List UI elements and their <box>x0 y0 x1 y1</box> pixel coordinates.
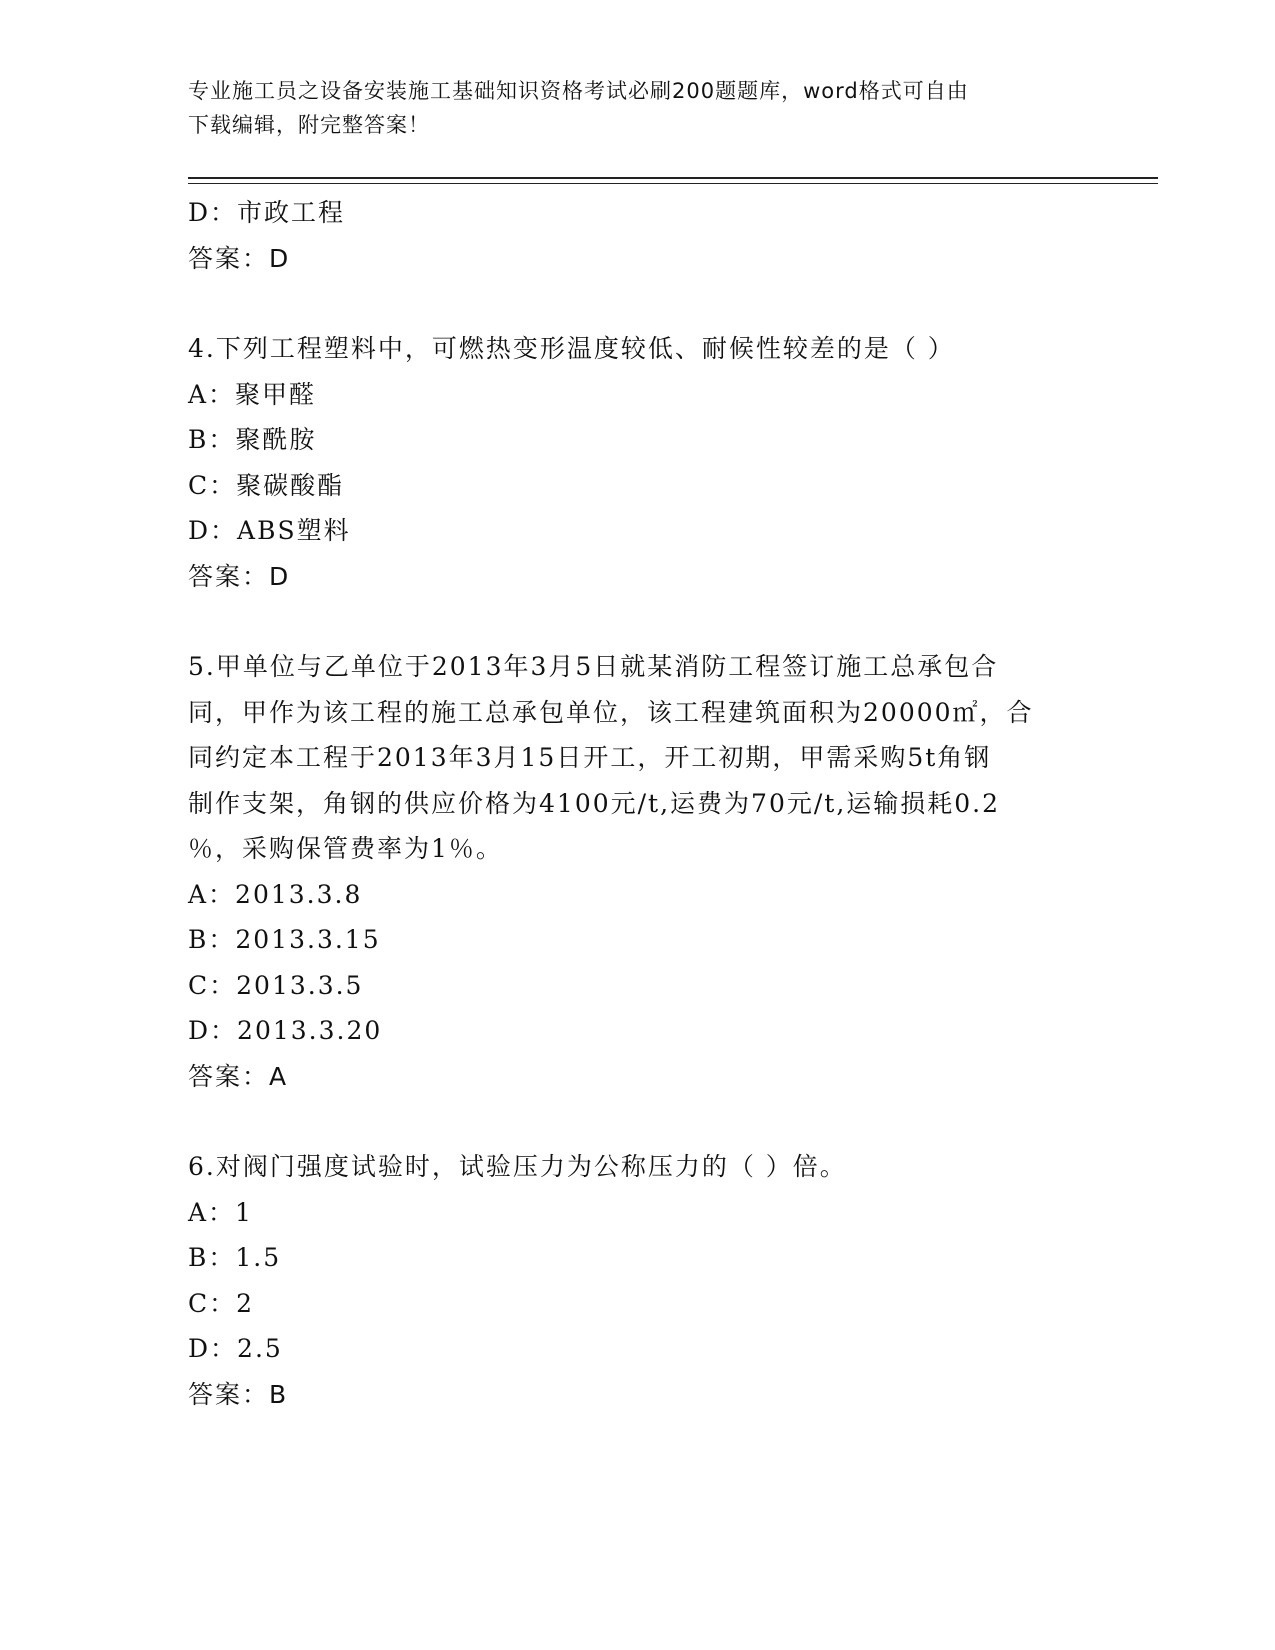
header-divider-thin <box>188 183 1158 184</box>
question-4 <box>188 326 1088 599</box>
question-3-tail <box>188 190 1088 281</box>
question-3-answer: 答案：D <box>188 243 291 273</box>
question-4-option-b: B：聚酰胺 <box>188 425 317 454</box>
question-5-option-d: D：2013.3.20 <box>188 1016 383 1045</box>
question-5-stem-line-4: 制作支架，角钢的供应价格为4100元/t,运费为70元/t,运输损耗0.2 <box>188 788 1001 818</box>
question-5-stem-line-2: 同，甲作为该工程的施工总承包单位，该工程建筑面积为20000㎡，合 <box>188 697 1034 727</box>
question-4-stem: 4.下列工程塑料中，可燃热变形温度较低、耐候性较差的是（ ） <box>188 334 955 363</box>
question-list <box>188 190 1088 1417</box>
header-title-line-1: 专业施工员之设备安装施工基础知识资格考试必刷200题题库，word格式可自由 <box>188 79 969 103</box>
question-4-answer: 答案：D <box>188 561 291 591</box>
question-6 <box>188 1144 1088 1417</box>
question-5-option-c: C：2013.3.5 <box>188 970 364 1000</box>
question-4-option-d: D：ABS塑料 <box>188 516 351 545</box>
question-6-answer: 答案：B <box>188 1379 289 1409</box>
question-6-option-d: D：2.5 <box>188 1334 283 1363</box>
question-5-answer: 答案：A <box>188 1061 289 1091</box>
question-5-option-a: A：2013.3.8 <box>188 879 363 909</box>
question-6-stem: 6.对阀门强度试验时，试验压力为公称压力的（ ）倍。 <box>188 1152 847 1181</box>
question-3-option-d: D：市政工程 <box>188 198 346 227</box>
question-5-option-b: B：2013.3.15 <box>188 925 381 954</box>
header-title-line-2: 下载编辑，附完整答案！ <box>188 113 430 137</box>
spacer <box>188 1099 1088 1144</box>
question-4-option-a: A：聚甲醛 <box>188 379 317 409</box>
question-6-option-b: B：1.5 <box>188 1243 282 1272</box>
question-5-stem-line-1: 5.甲单位与乙单位于2013年3月5日就某消防工程签订施工总承包合 <box>188 652 999 681</box>
page-header <box>188 74 1068 142</box>
spacer <box>188 599 1088 644</box>
spacer <box>188 281 1088 326</box>
question-6-option-c: C：2 <box>188 1288 255 1318</box>
question-5 <box>188 644 1088 1099</box>
question-5-stem-line-5: ％，采购保管费率为1％。 <box>188 834 503 863</box>
question-6-option-a: A：1 <box>188 1197 253 1227</box>
header-divider-thick <box>188 177 1158 179</box>
question-4-option-c: C：聚碳酸酯 <box>188 470 345 500</box>
question-5-stem-line-3: 同约定本工程于2013年3月15日开工，开工初期，甲需采购5t角钢 <box>188 743 992 772</box>
